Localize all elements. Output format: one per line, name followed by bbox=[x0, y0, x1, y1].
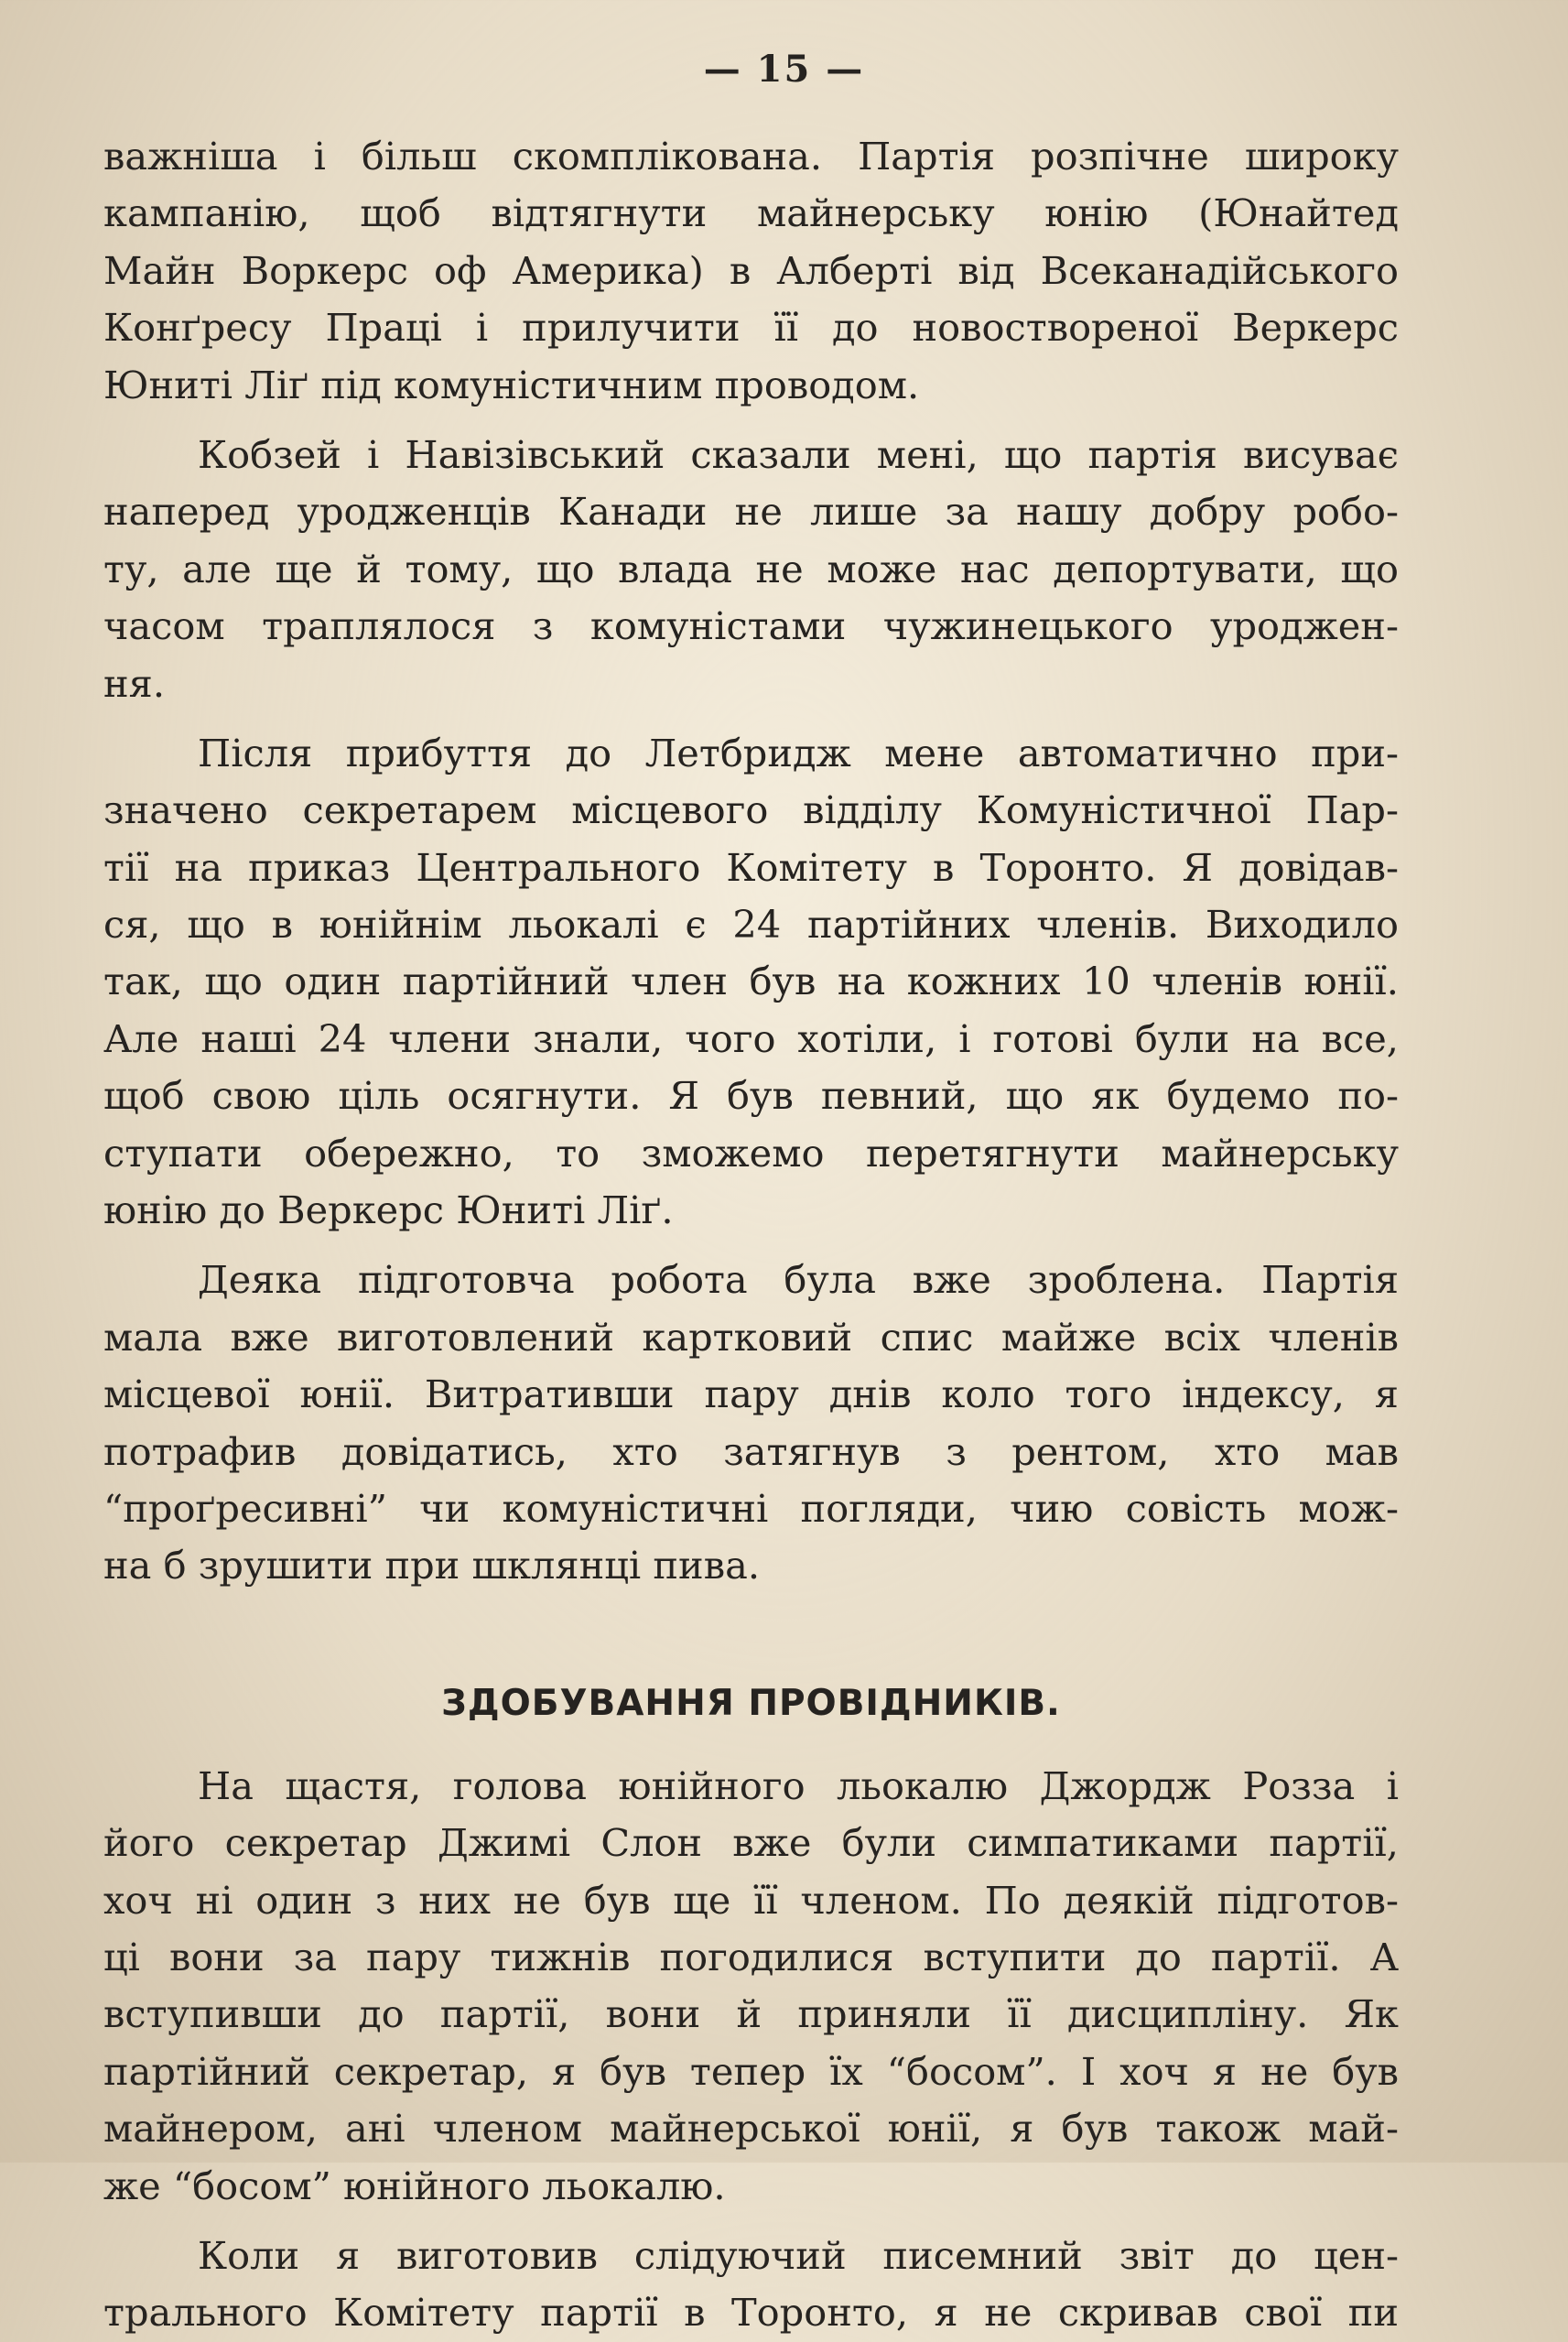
text-line: ту, але ще й тому, що влада не може нас депортувати, що bbox=[103, 546, 1399, 591]
text-line: Майн Воркерс оф Америка) в Алберті від Всеканадійського bbox=[103, 247, 1399, 293]
text-line: ня. bbox=[103, 660, 166, 706]
text-line: же “босом” юнійного льокалю. bbox=[103, 2163, 726, 2208]
paragraph bbox=[103, 1758, 1399, 2215]
text-line: часом траплялося з комуністами чужинецького уроджен- bbox=[103, 603, 1399, 649]
text-line: Конґресу Праці і прилучити її до новоствореної Веркерс bbox=[103, 305, 1399, 351]
paragraph bbox=[103, 725, 1399, 1240]
text-line: майнером, ані членом майнерської юнії, я був також май- bbox=[103, 2106, 1399, 2152]
text-line: ся, що в юнійнім льокалі є 24 партійних членів. Виходило bbox=[103, 902, 1399, 948]
text-line: мала вже виготовлений картковий спис майже всіх членів bbox=[103, 1314, 1399, 1360]
text-line: Юниті Ліґ під комуністичним проводом. bbox=[103, 362, 920, 407]
paragraph bbox=[103, 427, 1399, 712]
text-line: потрафив довідатись, хто затягнув з рентом, хто мав bbox=[103, 1428, 1399, 1474]
text-line: значено секретарем місцевого відділу Комуністичної Пар- bbox=[103, 787, 1399, 833]
text-line: хоч ні один з них не був ще її членом. По деякій підготов- bbox=[103, 1877, 1399, 1923]
text-line: Після прибуття до Летбридж мене автоматично при- bbox=[198, 730, 1399, 775]
text-line: кампанію, щоб відтягнути майнерську юнію (Юнайтед bbox=[103, 190, 1399, 236]
text-line: юнію до Веркерс Юниті Ліґ. bbox=[103, 1187, 674, 1233]
text-line: на б зрушити при шклянці пива. bbox=[103, 1543, 761, 1588]
paragraph bbox=[103, 1252, 1399, 1594]
page-body bbox=[103, 128, 1399, 2342]
text-line: так, що один партійний член був на кожних 10 членів юнії. bbox=[103, 959, 1399, 1004]
text-line: Коли я виготовив слідуючий писемний звіт до цен- bbox=[198, 2232, 1399, 2278]
text-line: Кобзей і Навізівський сказали мені, що партія висуває bbox=[198, 431, 1399, 477]
section-heading: ЗДОБУВАННЯ ПРОВІДНИКІВ. bbox=[441, 1682, 1061, 1724]
text-line: щоб свою ціль осягнути. Я був певний, що як будемо по- bbox=[103, 1073, 1399, 1119]
text-line: ці вони за пару тижнів погодилися вступити до партії. А bbox=[103, 1934, 1399, 1979]
text-line: тії на приказ Центрального Комітету в Торонто. Я довідав- bbox=[103, 844, 1399, 890]
text-line: важніша і більш скомплікована. Партія розпічне широку bbox=[103, 134, 1399, 179]
paragraph bbox=[103, 2228, 1399, 2342]
text-line: трального Комітету партії в Торонто, я не скривав свої пи bbox=[103, 2290, 1399, 2336]
text-line: “проґресивні” чи комуністичні погляди, чию совість мож- bbox=[103, 1485, 1399, 1531]
text-line: Деяка підготовча робота була вже зроблена. Партія bbox=[198, 1257, 1399, 1303]
text-line: партійний секретар, я був тепер їх “босом”. І хоч я не був bbox=[103, 2048, 1399, 2094]
page-number: — 15 — bbox=[703, 48, 865, 91]
text-line: наперед уродженців Канади не лише за нашу добру робо- bbox=[103, 489, 1399, 535]
text-line: Але наші 24 члени знали, чого хотіли, і готові були на все, bbox=[103, 1015, 1399, 1061]
paragraph bbox=[103, 128, 1399, 414]
text-line: місцевої юнії. Витративши пару днів коло того індексу, я bbox=[103, 1372, 1399, 1417]
text-line: вступивши до партії, вони й приняли її дисципліну. Як bbox=[103, 1991, 1399, 2037]
text-line: На щастя, голова юнійного льокалю Джордж Розза і bbox=[198, 1762, 1399, 1808]
text-line: ступати обережно, то зможемо перетягнути майнерську bbox=[103, 1130, 1399, 1176]
text-line: його секретар Джимі Слон вже були симпатиками партії, bbox=[103, 1820, 1399, 1866]
